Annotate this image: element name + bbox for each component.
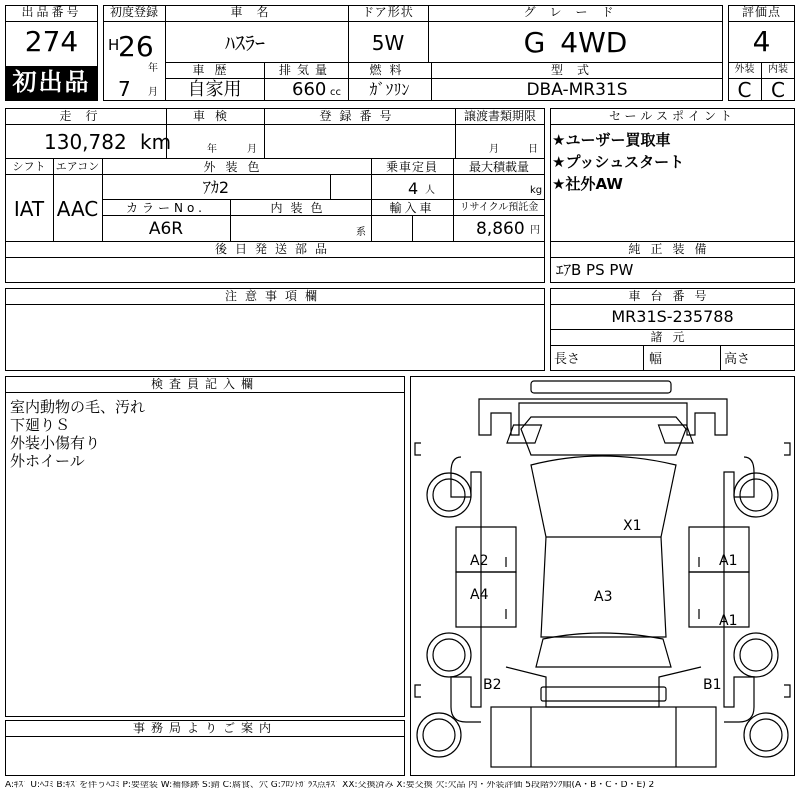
length-label: 長さ (554, 352, 581, 367)
interior-label: 内装 (768, 64, 788, 75)
car-name-label: 車名 (230, 5, 283, 19)
import-label: 輸入車 (389, 201, 435, 215)
notes-label: 注意事項欄 (224, 289, 325, 303)
ac: AAC (56, 197, 99, 221)
inspector-note: 下廻りＳ (10, 416, 71, 434)
inspector-notes (10, 398, 145, 470)
year-unit: 年 (148, 63, 158, 74)
damage-mark-a2: A2 (470, 553, 489, 569)
damage-mark-a4: A4 (470, 587, 489, 603)
inspection-year-unit: 年 (207, 144, 217, 155)
model-code: DBA-MR31S (526, 80, 628, 100)
mileage: 130,782 (44, 130, 127, 154)
sales-points-list (552, 129, 684, 195)
history: 自家用 (187, 79, 242, 100)
seats-unit: 人 (425, 185, 435, 196)
damage-mark-a3: A3 (594, 589, 613, 605)
fuel-label: 燃料 (369, 63, 410, 77)
displacement-unit: cc (330, 87, 341, 98)
score: 4 (752, 25, 771, 58)
lot-number: 274 (24, 25, 79, 58)
exterior-grade: C (737, 78, 752, 102)
registration-label: 登録番号 (319, 109, 400, 123)
recycle-unit: 円 (530, 225, 540, 236)
exterior-label: 外装 (734, 64, 755, 75)
recycle-label: リサイクル預託金 (459, 202, 539, 213)
inspector-note: 外装小傷有り (10, 434, 101, 452)
damage-mark-b1: B1 (703, 677, 722, 693)
damage-mark-a1-rear: A1 (719, 613, 738, 629)
first-listing-badge-text: 初出品 (12, 68, 91, 96)
int-color-unit: 系 (356, 227, 366, 238)
first-reg-year: 26 (118, 30, 154, 63)
door: 5W (371, 31, 405, 55)
era: H (108, 36, 120, 54)
month-unit: 月 (148, 87, 158, 98)
displacement-label: 排気量 (278, 63, 333, 77)
equipment-label: 純正装備 (628, 242, 717, 256)
inspector-label: 検査員記入欄 (150, 377, 259, 391)
score-label: 評価点 (741, 5, 781, 19)
sales-point-item: ★ユーザー買取車 (552, 131, 671, 149)
transfer-month-unit: 月 (489, 144, 499, 155)
load-unit: kg (530, 185, 543, 196)
office-label: 事務局よりご案内 (132, 721, 277, 735)
ext-color-label: 外装色 (203, 160, 270, 174)
dims-label: 諸元 (650, 330, 695, 344)
car-name: ﾊｽﾗｰ (225, 31, 265, 55)
chassis-label: 車台番号 (628, 289, 717, 303)
interior-grade: C (771, 78, 785, 102)
color-no-label: カラーNo. (126, 201, 206, 215)
inspector-note: 外ホイール (10, 452, 85, 470)
inspection-label: 車検 (192, 109, 237, 123)
mileage-label: 走行 (59, 109, 112, 123)
damage-legend: A:ｷｽﾞ U:ﾍｺﾐ B:ｷｽﾞを伴うﾍｺﾐ P:要塗装 W:補修跡 S:錆 C:腐食、穴 G:ﾌﾛﾝﾄｶﾞﾗｽ点ｷｽﾞ XX:交換済み X:要交換 欠:欠品 内・外装評価 5段階ﾗﾝｸ順(A・B・C・D・E) 2 (5, 781, 655, 790)
model-code-label: 型式 (550, 63, 603, 77)
recycle: 8,860 (476, 219, 525, 239)
seats-label: 乗車定員 (385, 160, 438, 174)
lot-number-label: 出品番号 (21, 5, 82, 19)
load-label: 最大積載量 (468, 160, 529, 174)
mileage-unit: km (140, 130, 172, 154)
first-reg-month: 7 (118, 77, 131, 101)
sales-point-item: ★プッシュスタート (552, 153, 685, 171)
door-label: ドア形状 (362, 5, 414, 19)
transfer-label: 譲渡書類期限 (463, 109, 536, 123)
ext-color: ｱｶ2 (202, 178, 230, 197)
width-label: 幅 (649, 352, 663, 367)
grade-label: グレード (523, 5, 628, 19)
car-outline (411, 377, 794, 775)
damage-mark-x1: X1 (623, 518, 642, 534)
chassis-number: MR31S-235788 (611, 307, 734, 326)
transfer-day-unit: 日 (528, 144, 538, 155)
fuel: ｶﾞｿﾘﾝ (369, 80, 410, 99)
displacement: 660 (292, 79, 327, 100)
inspector-note: 室内動物の毛、汚れ (10, 398, 146, 416)
int-color-label: 内装色 (270, 201, 331, 215)
grade: G 4WD (523, 26, 628, 59)
sales-point-item: ★社外AW (552, 175, 623, 193)
equipment-value: ｴｱB PS PW (556, 261, 634, 279)
sales-points-label: セールスポイント (609, 109, 736, 123)
history-label: 車歴 (192, 63, 237, 77)
seats: 4 (408, 179, 419, 198)
later-parts-label: 後日発送部品 (214, 242, 335, 256)
color-no: A6R (148, 219, 184, 239)
height-label: 高さ (724, 352, 751, 367)
inspection-month-unit: 月 (247, 144, 257, 155)
damage-mark-b2: B2 (483, 677, 502, 693)
ac-label: エアコン (55, 160, 100, 173)
first-reg-label: 初度登録 (109, 5, 158, 19)
car-damage-diagram (410, 376, 795, 776)
shift-label: シフト (12, 160, 46, 173)
shift: IAT (13, 197, 45, 221)
damage-mark-a1-front: A1 (719, 553, 738, 569)
